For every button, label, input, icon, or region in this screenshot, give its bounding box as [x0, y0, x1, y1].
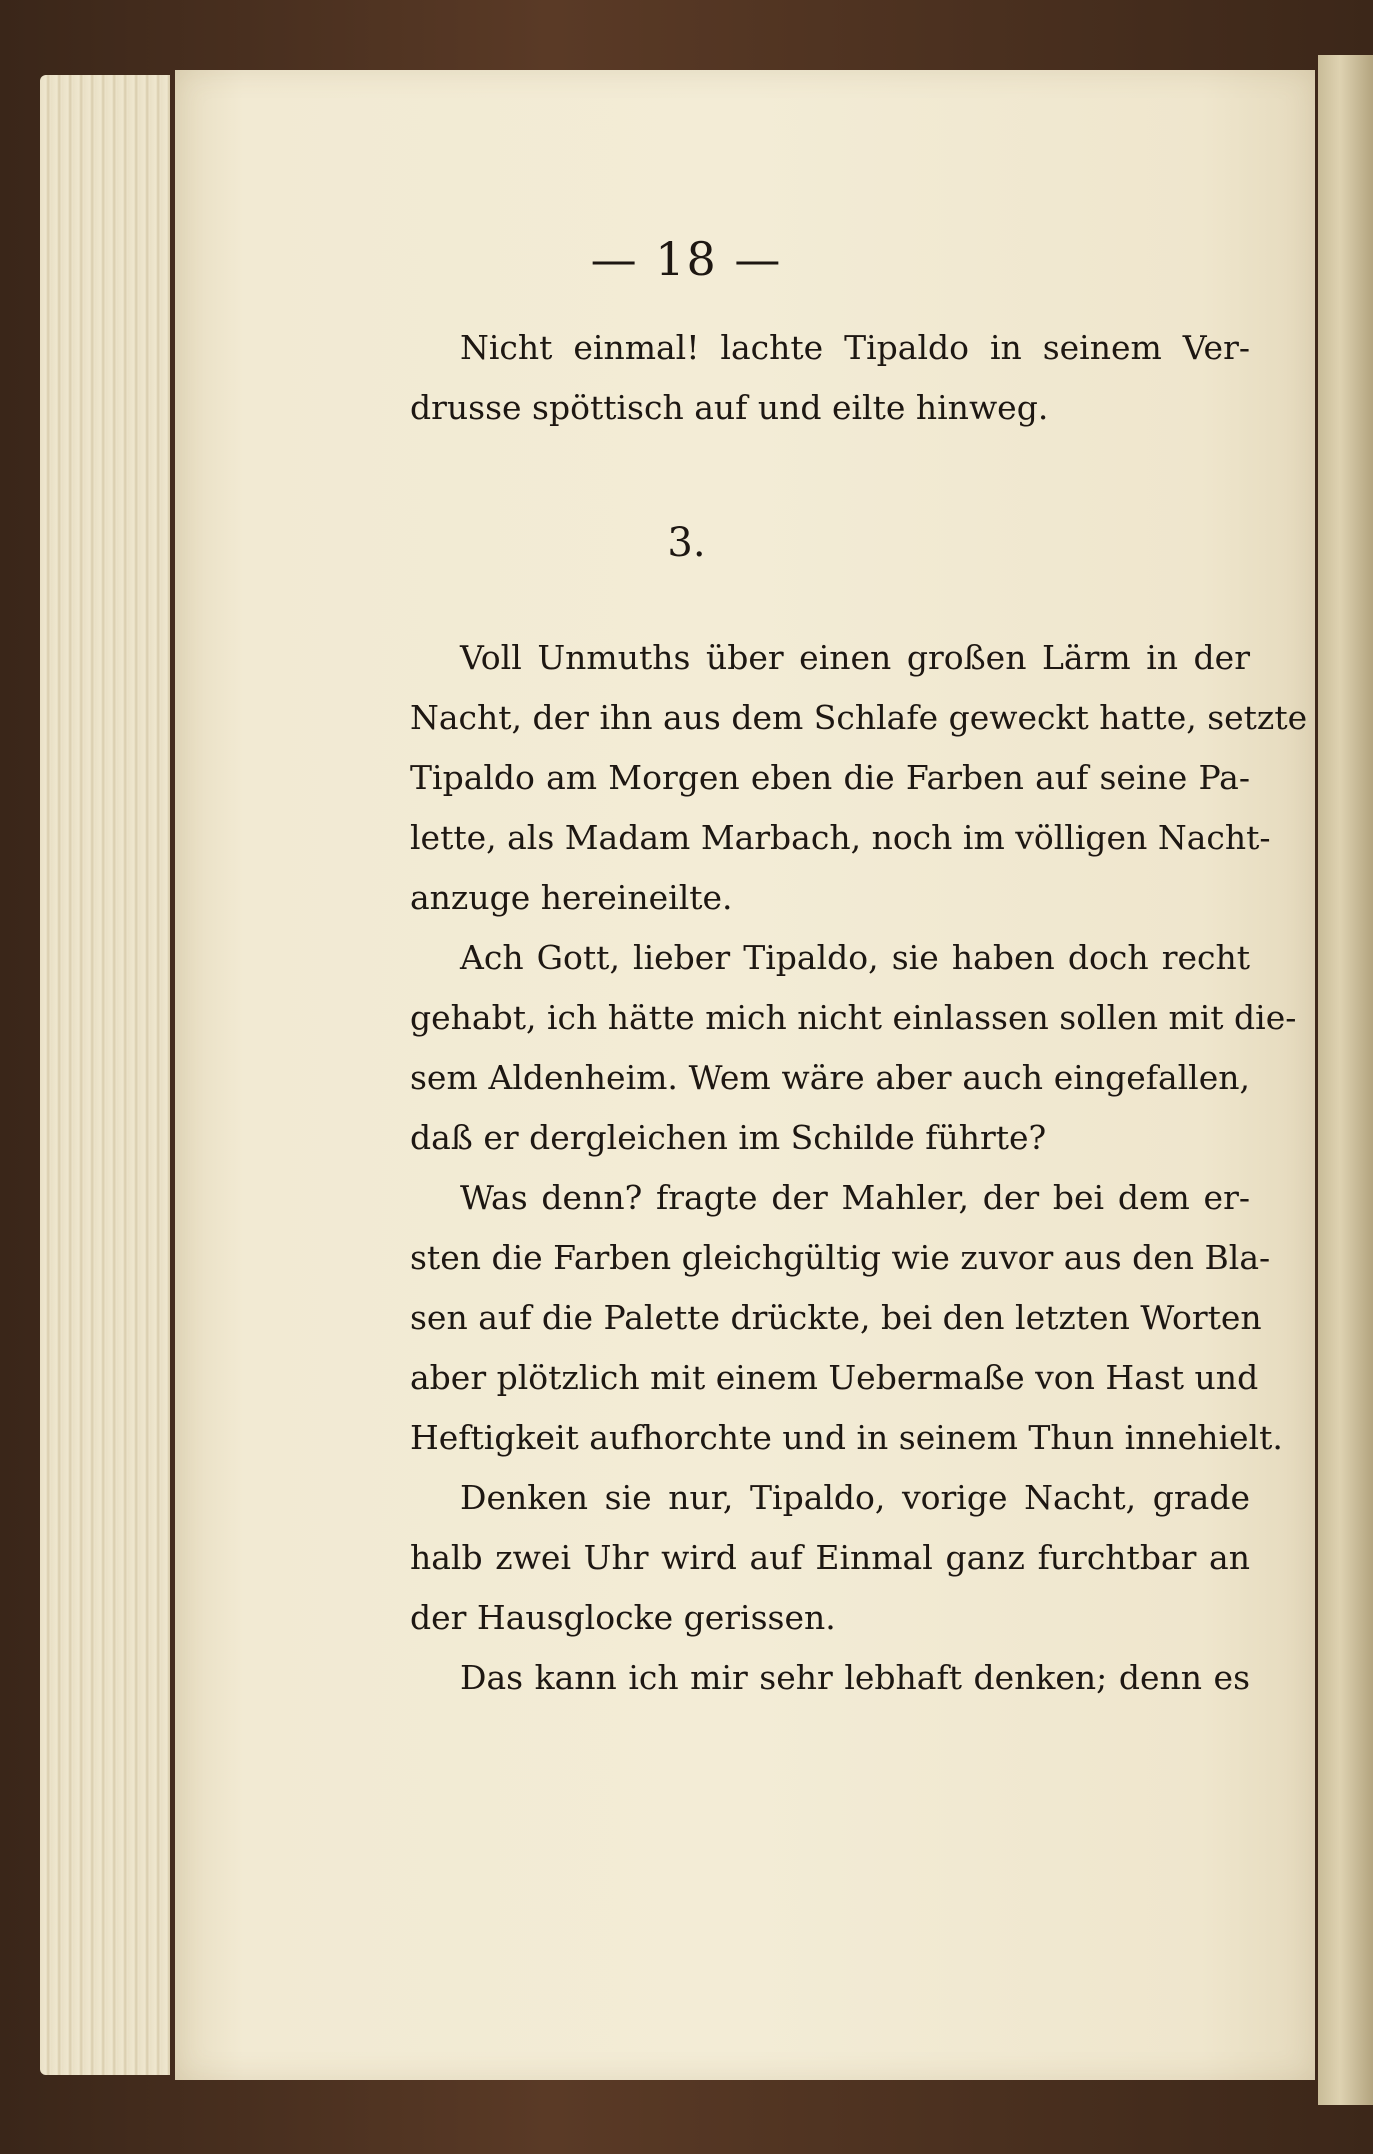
text-line: Was denn? fragte der Mahler, der bei dem er-	[460, 1178, 1250, 1217]
facing-page-edge	[1318, 55, 1373, 2105]
text-line: anzuge hereineilte.	[410, 878, 733, 917]
text-line: Nacht, der ihn aus dem Schlafe geweckt hatte, setzte	[410, 698, 1308, 737]
page-number-header: — 18 —	[590, 232, 783, 286]
text-line: der Hausglocke gerissen.	[410, 1598, 836, 1637]
text-line: gehabt, ich hätte mich nicht einlassen sollen mit die-	[410, 998, 1297, 1037]
text-block-2	[410, 628, 1308, 1708]
text-line: sen auf die Palette drückte, bei den letzten Worten	[410, 1298, 1262, 1337]
text-line: daß er dergleichen im Schilde führte?	[410, 1118, 1047, 1157]
text-line: halb zwei Uhr wird auf Einmal ganz furchtbar an	[410, 1538, 1250, 1577]
text-line: sten die Farben gleichgültig wie zuvor aus den Bla-	[410, 1238, 1271, 1277]
text-line: Heftigkeit aufhorchte und in seinem Thun innehielt.	[410, 1418, 1283, 1457]
text-line: lette, als Madam Marbach, noch im völligen Nacht-	[410, 818, 1271, 857]
text-line: drusse spöttisch auf und eilte hinweg.	[410, 388, 1049, 427]
section-number: 3.	[667, 520, 706, 566]
text-line: Voll Unmuths über einen großen Lärm in der	[460, 638, 1250, 677]
text-line: Nicht einmal! lachte Tipaldo in seinem Ver-	[460, 328, 1250, 367]
text-block-1	[410, 318, 1250, 438]
text-line: aber plötzlich mit einem Uebermaße von Hast und	[410, 1358, 1259, 1397]
text-line: Ach Gott, lieber Tipaldo, sie haben doch recht	[460, 938, 1250, 977]
text-line: Das kann ich mir sehr lebhaft denken; denn es	[460, 1658, 1250, 1697]
text-line: Tipaldo am Morgen eben die Farben auf seine Pa-	[410, 758, 1250, 797]
page-stack-edge	[40, 75, 170, 2075]
text-line: sem Aldenheim. Wem wäre aber auch eingefallen,	[410, 1058, 1250, 1097]
text-line: Denken sie nur, Tipaldo, vorige Nacht, grade	[460, 1478, 1250, 1517]
